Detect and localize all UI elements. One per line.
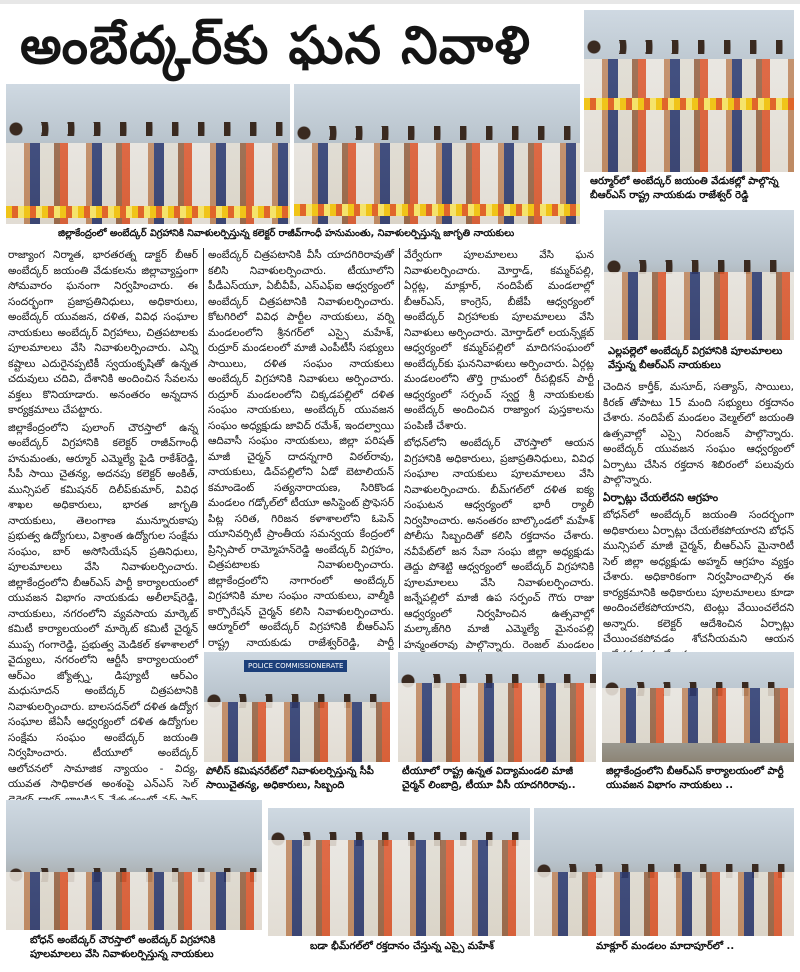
article-paragraph: రాజ్యాంగ నిర్మాత, భారతరత్న డాక్టర్ బీఆర్ అంబేద్కర్ జయంతి వేడుకలను జిల్లావ్యాప్తంగా సోమవారం ఘనంగా నిర్వహించారు. ఈ సందర్భంగా ప్రజాప్రతినిధులు, అధికారులు, అంబేద్కర్ యువజన, దళిత, వివిధ సంఘాల నాయకులు అంబేద్కర్ విగ్రహాలు, చిత్రపటాలకు పూలమాలలు వేసి నివాళులర్పించారు. ఎన్ని కష్టాలు ఎదురైనప్పటికీ స్వయంకృషితో ఉన్నత చదువులు చదివి, దేశానికి అందించిన సేవలను వక్తలు కొనియాడారు. అనంతరం అన్నదాన కార్యక్రమాలు చేపట్టారు.: [8, 249, 198, 416]
caption-brs-office: జిల్లాకేంద్రంలోని బీఆర్‌ఎస్ కార్యాలయంలో పార్టీ యువజన విభాగం నాయకులు ..: [606, 766, 784, 791]
caption-bheemgal: బడా భీమ్‌గల్‌లో రక్తదానం చేస్తున్న ఎస్సై మహేశ్: [310, 941, 494, 952]
caption-police: పోలీస్ కమిషనరేట్‌లో నివాళులర్పిస్తున్న సీపీ సాయిచైతన్య, అధికారులు, సిబ్బంది: [206, 766, 374, 791]
article-column-3: [404, 248, 594, 651]
top-strip: [0, 0, 800, 4]
article-paragraph: చెందిన కార్తీక్, మసూద్, సత్యాస్, సాయిలు, కిరణ్ తోపాటు 15 మంది సభ్యులు రక్తదానం చేశారు. నందిపేట్ మండలం వెల్మల్‌లో జయంతి ఉత్సవాల్లో ఎస్సై నిరంజన్ పాల్గొన్నారు. అంబేద్కర్ యువజన సంఘం ఆధ్వర్యంలో ఏర్పాటు చేసిన రక్తదాన శిబిరంలో పలువురు పాల్గొన్నారు.: [603, 381, 794, 486]
photo-university: [398, 652, 596, 762]
police-banner: POLICE COMMISSIONERATE: [244, 660, 347, 672]
article-column-1: [8, 248, 198, 793]
photo-yellapalle: [604, 210, 794, 340]
article-subhead: ఏర్పాట్లు చేయలేదని ఆగ్రహం: [603, 491, 719, 504]
photo-armoor: [584, 10, 794, 172]
article-paragraph: వేర్వేరుగా పూలమాలలు వేసి ఘన నివాళులర్పించారు. మోర్తాడ్, కమ్మర్‌పల్లి, ఏర్గట్ల, మాక్లూర్, నందిపేట్ మండలాల్లో బీఆర్‌ఎస్, కాంగ్రెస్, బీజేపీ ఆధ్వర్యంలో అంబేద్కర్ విగ్రహాలకు పూలమాలలు వేసి నివాళులు అర్పించారు. మోర్తాడ్‌లో లయన్స్‌క్లబ్ ఆధ్వర్యంలో కమ్మర్‌పల్లిలో మాదిగసంఘంలో అంబేద్కర్‌కు ఘననివాళులు అర్పించారు. ఏర్గట్ల మండలంలోని తొర్తి గ్రామంలో రీపబ్లికన్ పార్టీ ఆధ్వర్యంలో సర్పంచ్ స్వర్ణ శ్రీ నాయకులకు అంబేద్కర్ అందించిన రాజ్యాంగ పుస్తకాలను పంపిణీ చేశారు.: [404, 249, 594, 432]
photo-bodhan: [6, 800, 262, 930]
article-column-2: [208, 248, 394, 648]
article-column-4: [603, 380, 794, 650]
article-paragraph: అంబేద్కర్ చిత్రపటానికి వీసీ యాదగిరిరావుతో కలిసి నివాళులర్పించారు. టీయూలోని పీడీఎస్‌యూ, ఏబీవీపీ, ఎస్‌ఎఫ్‌ఐ ఆధ్వర్యంలో అంబేద్కర్ చిత్రపటానికి నివాళులర్పించారు. కోటగిరిలో వివిధ పార్టీల నాయకులు, వర్ని మండలంలోని శ్రీనగర్‌లో ఎస్సై మహేశ్, రుద్రూర్ మండలంలో మాజీ ఎంపీటీసీ సభ్యులు సాయిలు, దళిత సంఘం నాయకులు అంబేద్కర్ విగ్రహానికి నివాళులు అర్పించారు. రుద్రూర్ మండలంలోని చిక్కడపల్లిలో దళిత సంఘం నాయకులు, అంబేద్కర్ యువజన సంఘం అధ్యక్షుడు జావిద్ రమేశ్, ఇందల్వాయి ఆదివాసీ సంఘం నాయకులు, జిల్లా పరిషత్ మాజీ చైర్మన్ దాదన్నగారి విఠల్‌రావు, నాయకులు, డిచ్‌పల్లిలోని ఏడో బెటాలియన్ కమాండెంట్ సత్యనారాయణ, సిరికొండ మండలం గడ్కోల్‌లో టీయూ అసిస్టెంట్ ప్రొఫెసర్ పిట్ల సరిత, గిరిజన కళాశాలలోని ఓపెన్ యూనివర్సిటీ ప్రాంతీయ సమన్వయ కేంద్రంలో ప్రిన్సిపాల్ రామ్మోహన్‌రెడ్డి అంబేద్కర్ విగ్రహం, చిత్రపటాలకు నివాళులర్పించారు. జిల్లాకేంద్రంలోని నాగారంలో అంబేద్కర్ విగ్రహానికి మాల సంఘం నాయకులు, వాల్మీకి కార్పొరేషన్ చైర్మన్ కలిసి నివాళులర్పించారు. ఆర్మూర్‌లో అంబేద్కర్ విగ్రహానికి బీఆర్‌ఎస్ రాష్ట్ర నాయకుడు రాజేశ్వర్‌రెడ్డి, పార్టీ: [208, 249, 394, 649]
column-divider: [203, 248, 204, 648]
page-headline: అంబేద్కర్‌కు ఘన నివాళి: [20, 16, 531, 76]
caption-university: టీయూలో రాష్ట్ర ఉన్నత విద్యామండలి మాజీ చైర్మన్ లింబాద్రి, టీయూ వీసీ యాదగిరిరావు..: [402, 766, 576, 791]
caption-bodhan: బోధన్ అంబేద్కర్ చౌరస్తాలో అంబేద్కర్ విగ్రహానికి పూలమాలలు వేసి నివాళులర్పిస్తున్న నాయకులు: [30, 935, 216, 960]
photo-police: [204, 652, 390, 762]
main-photos-caption: జిల్లాకేంద్రంలో అంబేద్కర్ విగ్రహానికి నివాళులర్పిస్తున్న కలెక్టర్ రాజీవ్‌గాంధీ హనుమంతు, నివాళులర్పిస్తున్న జాగృతి నాయకులు: [58, 228, 515, 239]
column-divider: [399, 248, 400, 648]
main-photo-collector: [6, 84, 290, 224]
article-paragraph: జిల్లాకేంద్రంలోని పులాంగ్ చౌరస్తాలో ఉన్న అంబేద్కర్ విగ్రహానికి కలెక్టర్ రాజీవ్‌గాంధీ హనుమంతు, ఆర్మూర్ ఎమ్మెల్యే పైడి రాకేశ్‌రెడ్డి, సీపీ సాయి చైతన్య, అదనపు కలెక్టర్ అంకిత్, మున్సిపల్ కమిషనర్ దిలీప్‌కుమార్, వివిధ శాఖల అధికారులు, భారత జాగృతి నాయకులు, తెలంగాణ మున్నూరుకాపు ప్రభుత్వ ఉద్యోగులు, విశ్రాంత ఉద్యోగుల సంక్షేమ సంఘం, బార్ అసోసియేషన్ ప్రతినిధులు, పూలమాలలు వేసి నివాళులర్పించారు. జిల్లాకేంద్రంలోని బీఆర్‌ఎస్ పార్టీ కార్యాలయంలో యువజన విభాగం నాయకుడు అలీలాష్‌రెడ్డి, నాయకులు, నగరంలోని వ్యవసాయ మార్కెట్ కమిటీ కార్యాలయంలో మార్కెట్ కమిటీ చైర్మన్ ముప్ప గంగారెడ్డి, ప్రభుత్వ మెడికల్ కళాశాలలో వైద్యులు, నగరంలోని ఆర్టీసీ కార్యాలయంలో ఆర్‌ఎం జ్యోత్స్న, డిప్యూటీ ఆర్‌ఎం మధుసూదన్ అంబేద్కర్ చిత్రపటానికి నివాళులర్పించారు. బాలసదన్‌లో దళిత ఉద్యోగ సంఘాల జేఏసీ ఆధ్వర్యంలో దళిత ఉద్యోగుల సంక్షేమ సంఘం అంబేద్కర్ జయంతి నిర్వహించారు. టీయూలో అంబేద్కర్ ఆలోచనలో సామాజిక న్యాయం - విద్య, యువత సాధికారత అంశంపై ఎన్‌ఎస్ సెల్: [8, 421, 198, 790]
caption-madapur: మాక్లూర్ మండలం మాదాపూర్‌లో ..: [596, 941, 735, 952]
caption-yellapalle: ఎల్లపల్లెలో అంబేద్కర్ విగ్రహానికి పూలమాలలు వేస్తున్న బీఆర్‌ఎస్ నాయకులు: [608, 346, 783, 371]
photo-bheemgal: [268, 808, 530, 936]
main-photo-jagruthi: [294, 84, 580, 224]
photo-brs-office: [602, 652, 794, 762]
article-paragraph: బోధన్‌లో అంబేద్కర్ జయంతి సందర్భంగా అధికారులు ఏర్పాట్లు చేయలేకపోయారని బోధన్ మున్సిపల్ మాజీ చైర్మన్, బీఆర్‌ఎస్ మైనారిటీ సెల్ జిల్లా అధ్యక్షుడు అహ్మద్ ఆగ్రహం వ్యక్తం చేశారు. అధికారికంగా నిర్వహించాల్సిన ఈ కార్యక్రమానికి అధికారులు పూలమాలలు కూడా అందించలేకపోయారని, టెంట్లు వేయించలేదని అన్నారు. కలెక్టర్ ఆదేశించిన ఏర్పాట్లు చేయించకపోవడం శోచనీయమని ఆయన: [603, 509, 794, 645]
caption-armoor: ఆర్మూర్‌లో అంబేద్కర్ జయంతి వేడుకల్లో పాల్గొన్న బీఆర్‌ఎస్ రాష్ట్ర నాయకుడు రాజేశ్వర్ రెడ్డి: [590, 176, 779, 201]
photo-madapur: [534, 808, 794, 936]
article-paragraph: బోధన్‌లోని అంబేద్కర్ చౌరస్తాలో ఆయన విగ్రహానికి అధికారులు, ప్రజాప్రతినిధులు, వివిధ సంఘాల నాయకులు పూలమాలలు వేసి నివాళులర్పించారు. బీమ్‌గల్‌లో దళిత ఐక్య సంఘటన ఆధ్వర్యంలో భారీ ర్యాలీ నిర్వహించారు. అనంతరం బాల్కొండలో మహేశ్ పోలీసు సిబ్బందితో కలిసి రక్తదానం చేశారు. నవీపేట్‌లో జన సేవా సంఘ జిల్లా అధ్యక్షుడు తెద్దు పోశెట్టి ఆధ్వర్యంలో అంబేద్కర్ విగ్రహానికి పూలమాలలు వేసి నివాళులర్పించారు. జన్నేపల్లిలో మాజీ ఉప సర్పంచ్ గౌరు రాజు ఆధ్వర్యంలో నిర్వహించిన ఉత్సవాల్లో మల్కాజ్‌గిరి మాజీ ఎమ్మెల్యే మైనంపల్లి హన్మంతరావు పాల్గొన్నారు. రెంజల్ మండలం: [404, 437, 594, 651]
column-divider: [598, 380, 599, 650]
